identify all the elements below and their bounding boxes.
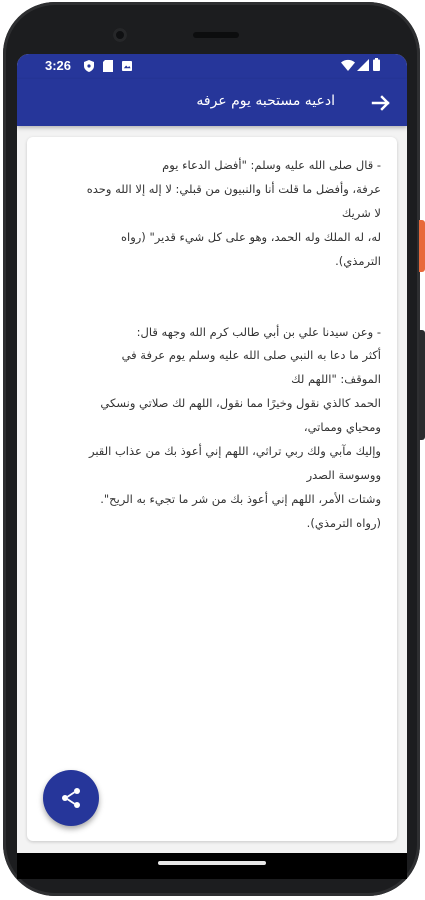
share-button[interactable] xyxy=(43,770,99,826)
text-line: (رواه الترمذي). xyxy=(306,515,381,530)
navigation-bar xyxy=(17,853,407,879)
status-time: 3:26 xyxy=(45,58,72,73)
share-icon xyxy=(59,786,83,810)
text-line: عرفة، وأفضل ما قلت أنا والنبيون من قبلي: لا إله إلا الله وحده xyxy=(86,181,381,196)
text-line: وشتات الأمر، اللهم إني أعوذ بك من شر ما تجيء به الريح". xyxy=(100,491,381,506)
hadith-paragraph-2 xyxy=(41,321,381,536)
shield-icon xyxy=(84,60,94,72)
hadith-paragraph-1 xyxy=(41,154,381,274)
volume-button xyxy=(419,330,425,440)
power-button xyxy=(419,220,425,272)
image-icon xyxy=(122,60,132,72)
text-line: - قال صلى الله عليه وسلم: "أفضل الدعاء يوم xyxy=(162,158,381,172)
text-line: ومحياي ومماتي، xyxy=(303,420,381,435)
text-line: ووسوسة الصدر xyxy=(306,467,381,482)
text-line: أكثر ما دعا به النبي صلى الله عليه وسلم يوم عرفة في xyxy=(121,348,381,363)
status-bar xyxy=(17,54,407,79)
page-title: ادعيه مستحبه يوم عرفه xyxy=(196,93,335,109)
battery-icon xyxy=(373,58,380,71)
back-button[interactable] xyxy=(367,89,395,117)
app-bar xyxy=(17,79,407,126)
arrow-forward-icon xyxy=(367,89,395,117)
front-camera xyxy=(113,28,127,42)
text-line: لا شريك xyxy=(341,205,381,220)
dua-text xyxy=(41,154,381,536)
dua-card xyxy=(27,137,397,841)
wifi-icon xyxy=(341,59,355,71)
text-line: الموقف: "اللهم لك xyxy=(291,372,381,387)
home-gesture-handle[interactable] xyxy=(158,861,266,865)
text-line: وإليك مآبي ولك ربي تراثي، اللهم إني أعوذ بك من عذاب القبر xyxy=(88,444,381,459)
signal-icon xyxy=(357,59,369,71)
text-line: له، له الملك وله الحمد، وهو على كل شيء قدير" (رواه xyxy=(120,229,381,244)
text-line: الحمد كالذي نقول وخيرًا مما نقول، اللهم لك صلاتي ونسكي xyxy=(100,396,381,411)
app-screen xyxy=(17,54,407,853)
text-line: الترمذي). xyxy=(335,253,381,268)
text-line: - وعن سيدنا علي بن أبي طالب كرم الله وجهه قال: xyxy=(136,324,381,339)
paragraph-spacer xyxy=(41,274,381,321)
sim-card-icon xyxy=(103,60,113,72)
earpiece-speaker xyxy=(193,32,239,38)
